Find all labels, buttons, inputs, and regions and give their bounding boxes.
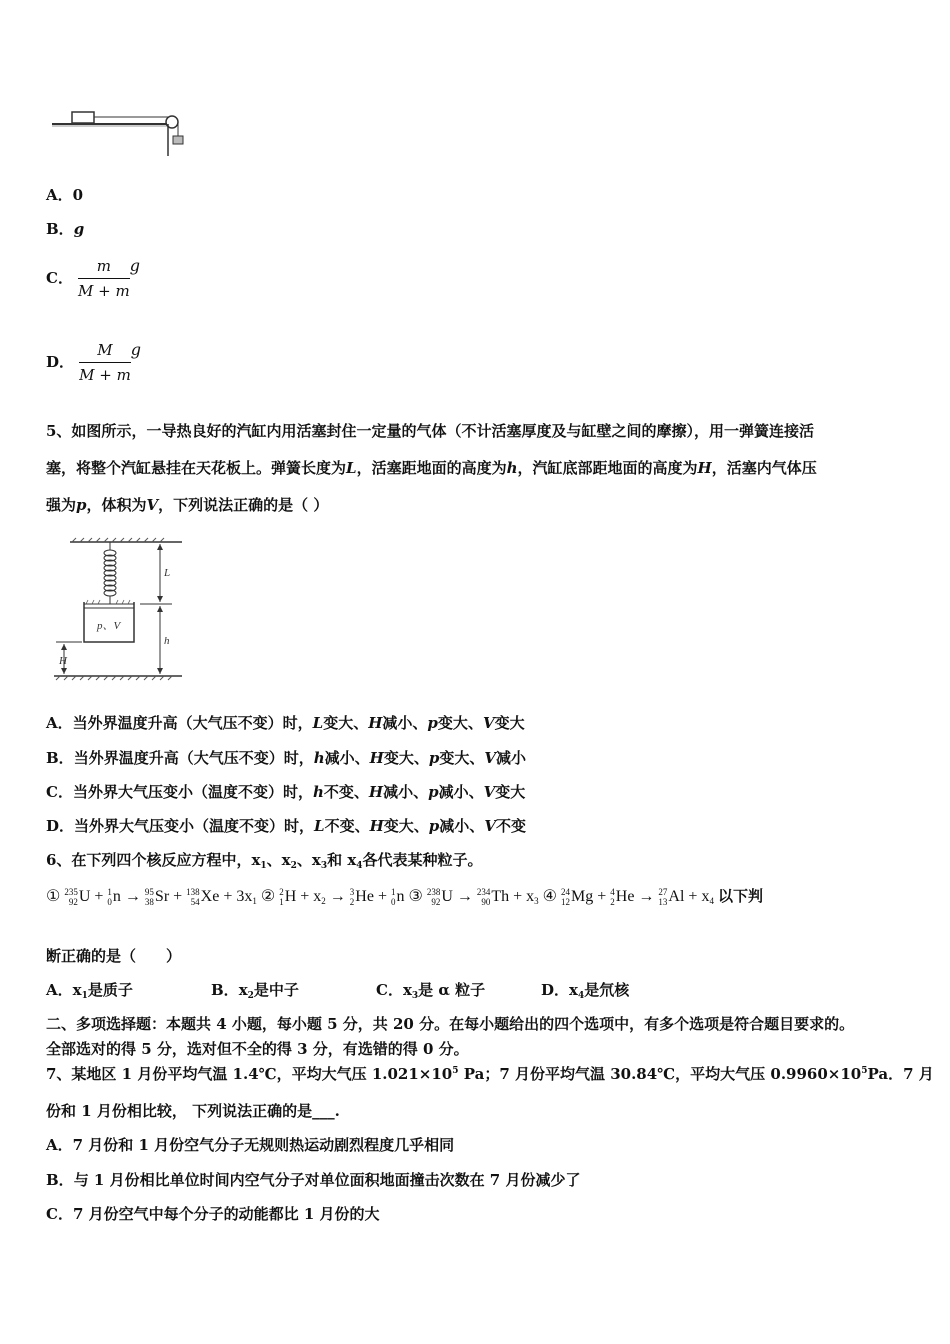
eq3-marker: ③ [408,888,423,905]
label-pv: p、V [97,620,121,632]
q5-stem-line2: 塞，将整个汽缸悬挂在天花板上。弹簧长度为L，活塞距地面的高度为h，汽缸底部距地面的高度为H，活塞内气体压 [46,459,817,477]
q6-option-a[interactable]: A．$x_1$是质子 [46,981,133,1001]
label-L: L [164,567,171,579]
section2-line2: 全部选对的得 5 分，选对但不全的得 3 分，有选错的得 0 分。 [46,1040,469,1058]
q6-option-b[interactable]: B．$x_2$是中子 [211,981,299,1001]
option-text: 0 [72,186,84,204]
fraction: $\frac{M}{M + m}$ [79,341,131,384]
option-label: D． [46,353,75,371]
q5-stem-line1: 5、如图所示，一导热良好的汽缸内用活塞封住一定量的气体（不计活塞厚度及与缸壁之间的摩擦），用一弹簧连接活 [46,422,814,440]
option-text: g [73,220,85,238]
q5-option-b[interactable]: B．当外界温度升高（大气压不变）时，h减小、H变大、p变大、V减小 [46,749,526,767]
label-H: H [59,655,67,667]
pulley-figure [50,104,190,160]
q6-option-c[interactable]: C．$x_3$是 α 粒子 [376,981,486,1001]
fraction: $\frac{m}{M + m}$ [78,257,130,300]
q6-stem: 6、在下列四个核反应方程中，$x_1$、$x_2$、$x_3$和 $x_4$各代表某种粒子。 [46,851,483,871]
q4-option-d[interactable]: D． $\frac{M}{M + m}$ g [46,340,142,384]
q6-tail: 以下判 [717,889,763,905]
eq1-marker: ① [46,888,61,905]
label-h: h [164,635,170,647]
q4-option-b[interactable] [46,222,84,237]
q5-option-c[interactable]: C．当外界大气压变小（温度不变）时，h不变、H减小、p减小、V变大 [46,783,526,801]
q6-equations: ① 235 92 U + 1 0 n → 95 38 Sr + 138 54 $Xe + 3x_1$ ② 2 1 $H + x_2$ → 3 2 He + 1 0 n ③ 238 92 U → 234 90 $Th + x_3$ ④ 24 12 Mg + 4 2 He → 27 13 $Al + x_4$ 以下判 [46,887,763,908]
q7-stem-line1: 7、某地区 1 月份平均气温 1.4℃，平均大气压 $1.021\times 10^5$ Pa；7 月份平均气温 30.84℃，平均大气压 $0.9960\times 10^5Pa$．7 月 [46,1065,934,1083]
eq4-marker: ④ [542,888,558,905]
q4-option-c[interactable]: C． $\frac{m}{M + m}$ g [46,256,140,300]
q7-option-a[interactable]: A．7 月份和 1 月份空气分子无规则热运动剧烈程度几乎相同 [46,1136,455,1154]
q6-stem-line2: 断正确的是（ ） [46,947,182,965]
cylinder-spring-figure [50,536,190,682]
q4-option-a[interactable] [46,188,83,203]
q5-stem-line3: 强为p，体积为V，下列说法正确的是（ ） [46,496,329,514]
q6-option-d[interactable]: D．$x_4$是氘核 [541,981,630,1001]
q7-stem-line2: 份和 1 月份相比较， 下列说法正确的是___. [46,1102,340,1120]
q5-option-a[interactable]: A．当外界温度升高（大气压不变）时，L变大、H减小、p变大、V变大 [46,714,525,732]
q5-option-d[interactable]: D．当外界大气压变小（温度不变）时，L不变、H变大、p减小、V不变 [46,817,526,835]
option-label: C． [46,269,73,287]
q7-option-b[interactable]: B．与 1 月份相比单位时间内空气分子对单位面积地面撞击次数在 7 月份减少了 [46,1171,581,1189]
q7-option-c[interactable]: C．7 月份空气中每个分子的动能都比 1 月份的大 [46,1205,380,1223]
option-label: A． [46,186,73,204]
section2-line1: 二、多项选择题：本题共 4 小题，每小题 5 分，共 20 分。在每小题给出的四个选项中，有多个选项是符合题目要求的。 [46,1015,855,1033]
option-label: B． [46,220,74,238]
eq2-marker: ② [260,888,276,905]
